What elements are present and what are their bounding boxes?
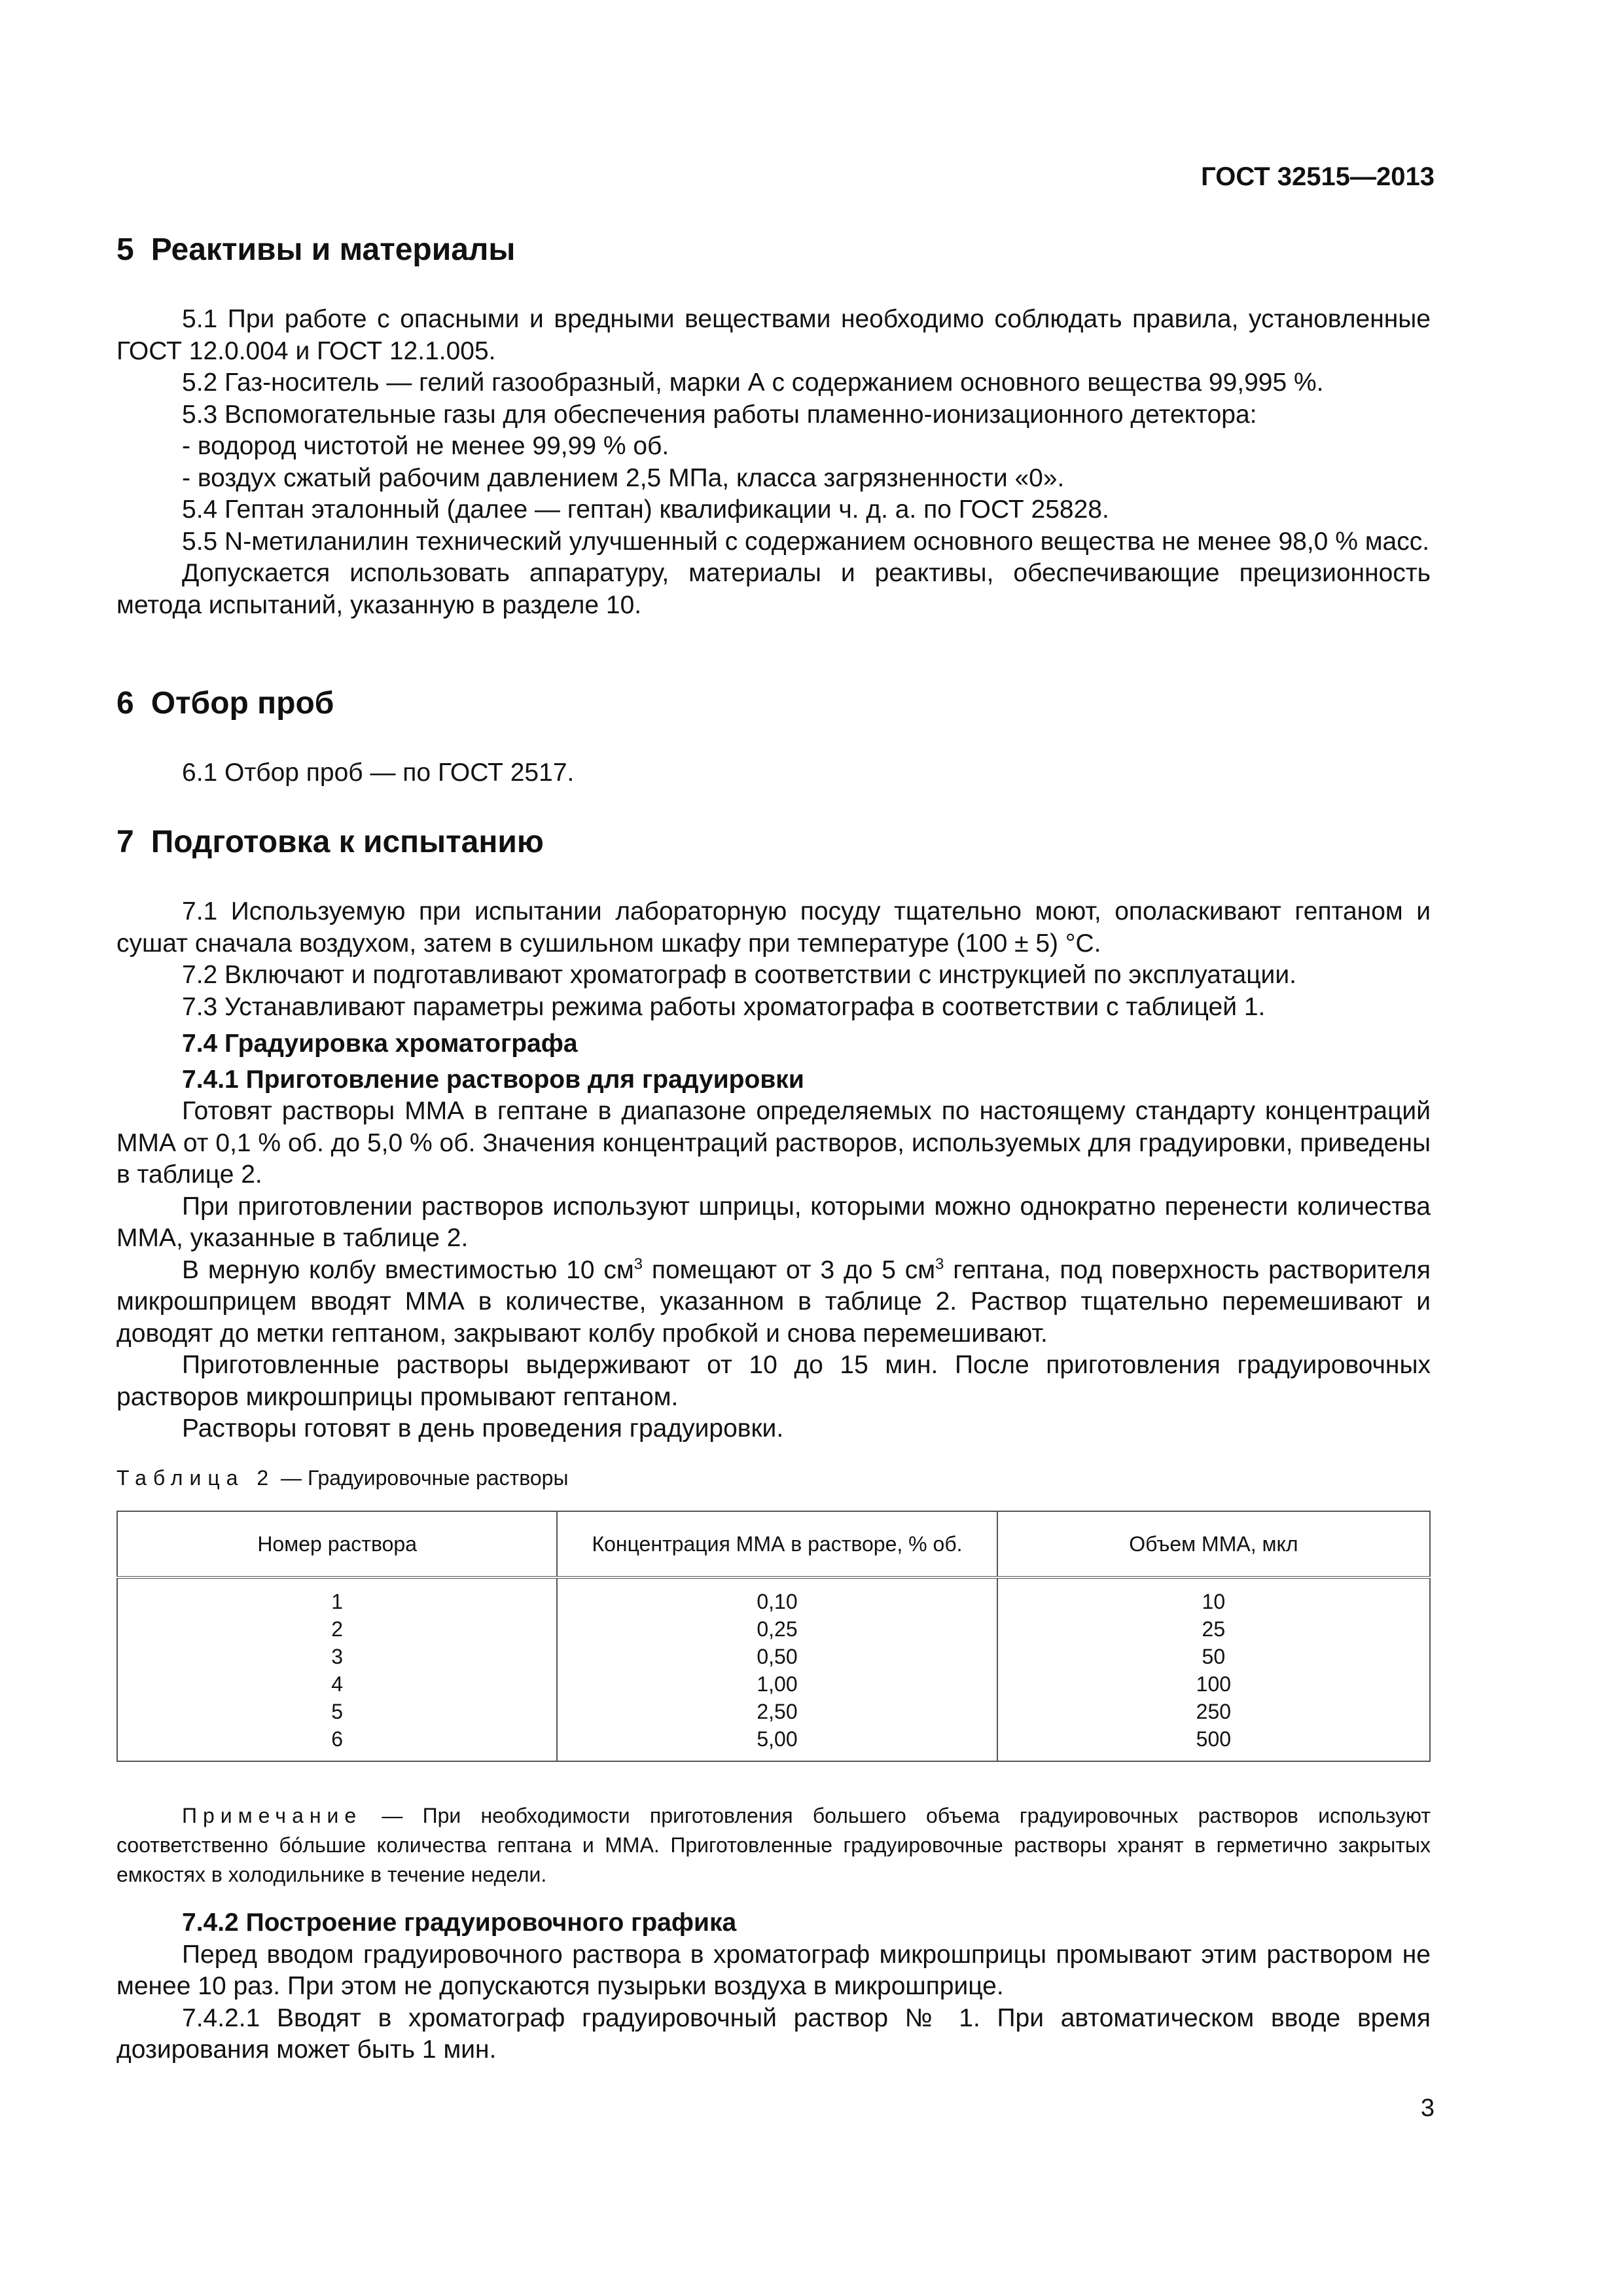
paragraph-7-1: 7.1 Используемую при испытании лабораторную посуду тщательно моют, ополаскивают гептаном и сушат сначала воздухом, затем в сушильном шкафу при температуре (100 ± 5) °С. bbox=[116, 897, 1431, 958]
paragraph-7-4-1-d: Приготовленные растворы выдерживают от 10 до 15 мин. После приготовления градуировочных растворов микрошприцы промывают гептаном. bbox=[116, 1351, 1431, 1411]
table-cell-concentrations: 0,10 0,25 0,50 1,00 2,50 5,00 bbox=[557, 1577, 997, 1761]
table-cell-numbers: 1 2 3 4 5 6 bbox=[117, 1577, 557, 1761]
paragraph-7-2: 7.2 Включают и подготавливают хроматограф в соответствии с инструкцией по эксплуатации. bbox=[182, 961, 1296, 989]
paragraph-7-4-1-a: Готовят растворы ММА в гептане в диапазоне определяемых по настоящему стандарту концентраций ММА от 0,1 % об. до 5,0 % об. Значения концентраций растворов, используемых для градуировки, приведены в таблице 2. bbox=[116, 1097, 1431, 1189]
paragraph-5-note: Допускается использовать аппаратуру, материалы и реактивы, обеспечивающие прецизионность метода испытаний, указанную в разделе 10. bbox=[116, 559, 1431, 619]
paragraph-7-4-1-b: При приготовлении растворов используют шприцы, которыми можно однократно перенести количества ММА, указанные в таблице 2. bbox=[116, 1192, 1431, 1252]
paragraph-7-4-2-1: 7.4.2.1 Вводят в хроматограф градуировочный раствор № 1. При автоматическом вводе время дозирования может быть 1 мин. bbox=[116, 2003, 1431, 2064]
calibration-table bbox=[116, 1511, 1431, 1762]
note-text: Примечание — При необходимости приготовления большего объема градуировочных растворов используют соответственно бо́льшие количества гептана и ММА. Приготовленные градуировочные растворы хранят в герметично закрытых емкостях в холодильнике в течение недели. bbox=[116, 1804, 1431, 1886]
paragraph-5-3-item-1: - водород чистотой не менее 99,99 % об. bbox=[182, 432, 669, 460]
heading-7-4-1: 7.4.1 Приготовление растворов для градуировки bbox=[182, 1065, 804, 1094]
page-number: 3 bbox=[1420, 2094, 1435, 2122]
section-5 bbox=[116, 230, 1431, 621]
heading-7-4-2: 7.4.2 Построение градуировочного графика bbox=[182, 1909, 737, 1937]
paragraph-7-3: 7.3 Устанавливают параметры режима работы хроматографа в соответствии с таблицей 1. bbox=[182, 992, 1266, 1021]
paragraph-5-5: 5.5 N-метиланилин технический улучшенный с содержанием основного вещества не менее 98,0 % масс. bbox=[182, 527, 1430, 556]
paragraph-7-4-1-c: В мерную колбу вместимостью 10 $см^3$ помещают от 3 до 5 $см^3$ гептана, под поверхность растворителя микрошприцем вводят ММА в количестве, указанном в таблице 2. Раствор тщательно перемешивают и доводят до метки гептаном, закрывают колбу пробкой и снова перемешивают. bbox=[116, 1255, 1431, 1348]
column-header-concentration: Концентрация ММА в растворе, % об. bbox=[557, 1511, 997, 1577]
paragraph-5-1: 5.1 При работе с опасными и вредными веществами необходимо соблюдать правила, установленные ГОСТ 12.0.004 и ГОСТ 12.1.005. bbox=[116, 305, 1431, 365]
paragraph-7-4-2-a: Перед вводом градуировочного раствора в хроматограф микрошприцы промывают этим раствором не менее 10 раз. При этом не допускаются пузырьки воздуха в микрошприце. bbox=[116, 1940, 1431, 2000]
paragraph-5-3: 5.3 Вспомогательные газы для обеспечения работы пламенно-ионизационного детектора: bbox=[182, 400, 1257, 429]
section-7-4-2 bbox=[116, 1907, 1431, 2066]
table-2-block bbox=[116, 1465, 1431, 1762]
heading-7-4: 7.4 Градуировка хроматографа bbox=[182, 1030, 578, 1058]
section-5-heading: 5 Реактивы и материалы bbox=[116, 232, 516, 267]
paragraph-5-4: 5.4 Гептан эталонный (далее — гептан) квалификации ч. д. а. по ГОСТ 25828. bbox=[182, 495, 1109, 524]
table-caption: Таблица 2 — Градуировочные растворы bbox=[116, 1466, 569, 1490]
table-row bbox=[117, 1577, 1430, 1761]
table-header-row bbox=[117, 1511, 1430, 1577]
section-7 bbox=[116, 823, 1431, 1445]
paragraph-5-2: 5.2 Газ-носитель — гелий газообразный, марки А с содержанием основного вещества 99,995 %. bbox=[182, 368, 1324, 397]
paragraph-5-3-item-2: - воздух сжатый рабочим давлением 2,5 МПа, класса загрязненности «0». bbox=[182, 463, 1065, 492]
section-6 bbox=[116, 684, 1431, 789]
paragraph-7-4-1-e: Растворы готовят в день проведения градуировки. bbox=[182, 1414, 784, 1443]
paragraph-6-1: 6.1 Отбор проб — по ГОСТ 2517. bbox=[182, 759, 575, 787]
section-7-heading: 7 Подготовка к испытанию bbox=[116, 825, 544, 859]
table-cell-volumes: 10 25 50 100 250 500 bbox=[997, 1577, 1430, 1761]
standard-header: ГОСТ 32515—2013 bbox=[1201, 162, 1435, 191]
section-6-heading: 6 Отбор проб bbox=[116, 686, 334, 721]
column-header-volume: Объем ММА, мкл bbox=[997, 1511, 1430, 1577]
column-header-solution-number: Номер раствора bbox=[117, 1511, 557, 1577]
note-block bbox=[116, 1801, 1431, 1890]
